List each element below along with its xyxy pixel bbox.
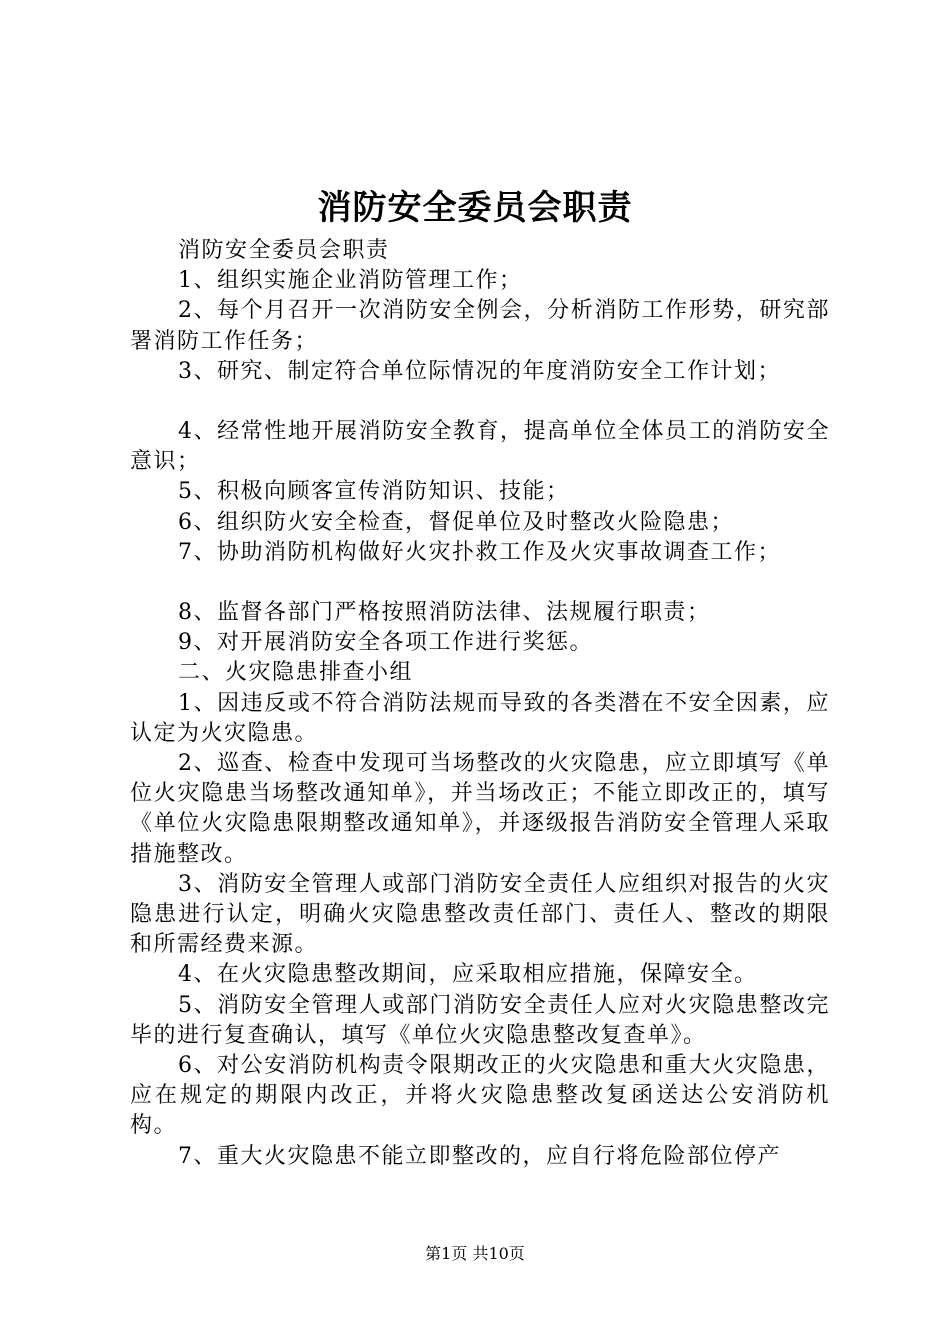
paragraph-spacer xyxy=(130,568,830,598)
paragraph-item-9: 9、对开展消防安全各项工作进行奖惩。 xyxy=(178,630,593,656)
document-body xyxy=(130,236,830,1172)
page-number-footer: 第1页 共10页 xyxy=(425,1244,525,1263)
paragraph-item-3: 3、研究、制定符合单位际情况的年度消防安全工作计划； xyxy=(178,358,781,384)
paragraph-heading: 消防安全委员会职责 xyxy=(178,238,390,263)
paragraph-item-4: 4、经常性地开展消防安全教育，提高单位全体员工的消防安全意识； xyxy=(130,419,830,475)
paragraph-item-8: 8、监督各部门严格按照消防法律、法规履行职责； xyxy=(178,600,711,626)
section-heading: 二、火灾隐患排查小组 xyxy=(178,660,414,686)
paragraph-spacer xyxy=(130,387,830,417)
paragraph-item-6: 6、组织防火安全检查，督促单位及时整改火险隐患； xyxy=(178,509,734,535)
hazard-item-4: 4、在火灾隐患整改期间，应采取相应措施，保障安全。 xyxy=(178,962,758,988)
hazard-item-3: 3、消防安全管理人或部门消防安全责任人应组织对报告的火灾隐患进行认定，明确火灾隐患整改责任部门、责任人、整改的期限和所需经费来源。 xyxy=(130,871,830,958)
paragraph-item-2: 2、每个月召开一次消防安全例会，分析消防工作形势，研究部署消防工作任务； xyxy=(130,298,830,354)
document-title: 消防安全委员会职责 xyxy=(317,188,633,228)
hazard-item-6: 6、对公安消防机构责令限期改正的火灾隐患和重大火灾隐患，应在规定的期限内改正，并将火灾隐患整改复函送达公安消防机构。 xyxy=(130,1053,830,1139)
paragraph-item-5: 5、积极向顾客宣传消防知识、技能； xyxy=(178,479,570,505)
hazard-item-7: 7、重大火灾隐患不能立即整改的，应自行将危险部位停产 xyxy=(178,1143,781,1169)
paragraph-item-7: 7、协助消防机构做好火灾扑救工作及火灾事故调查工作； xyxy=(178,539,781,565)
hazard-item-1: 1、因违反或不符合消防法规而导致的各类潜在不安全因素，应认定为火灾隐患。 xyxy=(130,690,830,746)
paragraph-item-1: 1、组织实施企业消防管理工作； xyxy=(178,268,523,294)
hazard-item-5: 5、消防安全管理人或部门消防安全责任人应对火灾隐患整改完毕的进行复查确认，填写《单位火灾隐患整改复查单》。 xyxy=(130,992,830,1048)
hazard-item-2: 2、巡查、检查中发现可当场整改的火灾隐患，应立即填写《单位火灾隐患当场整改通知单》，并当场改正；不能立即改正的，填写《单位火灾隐患限期整改通知单》，并逐级报告消防安全管理人采取措施整改。 xyxy=(130,751,830,867)
